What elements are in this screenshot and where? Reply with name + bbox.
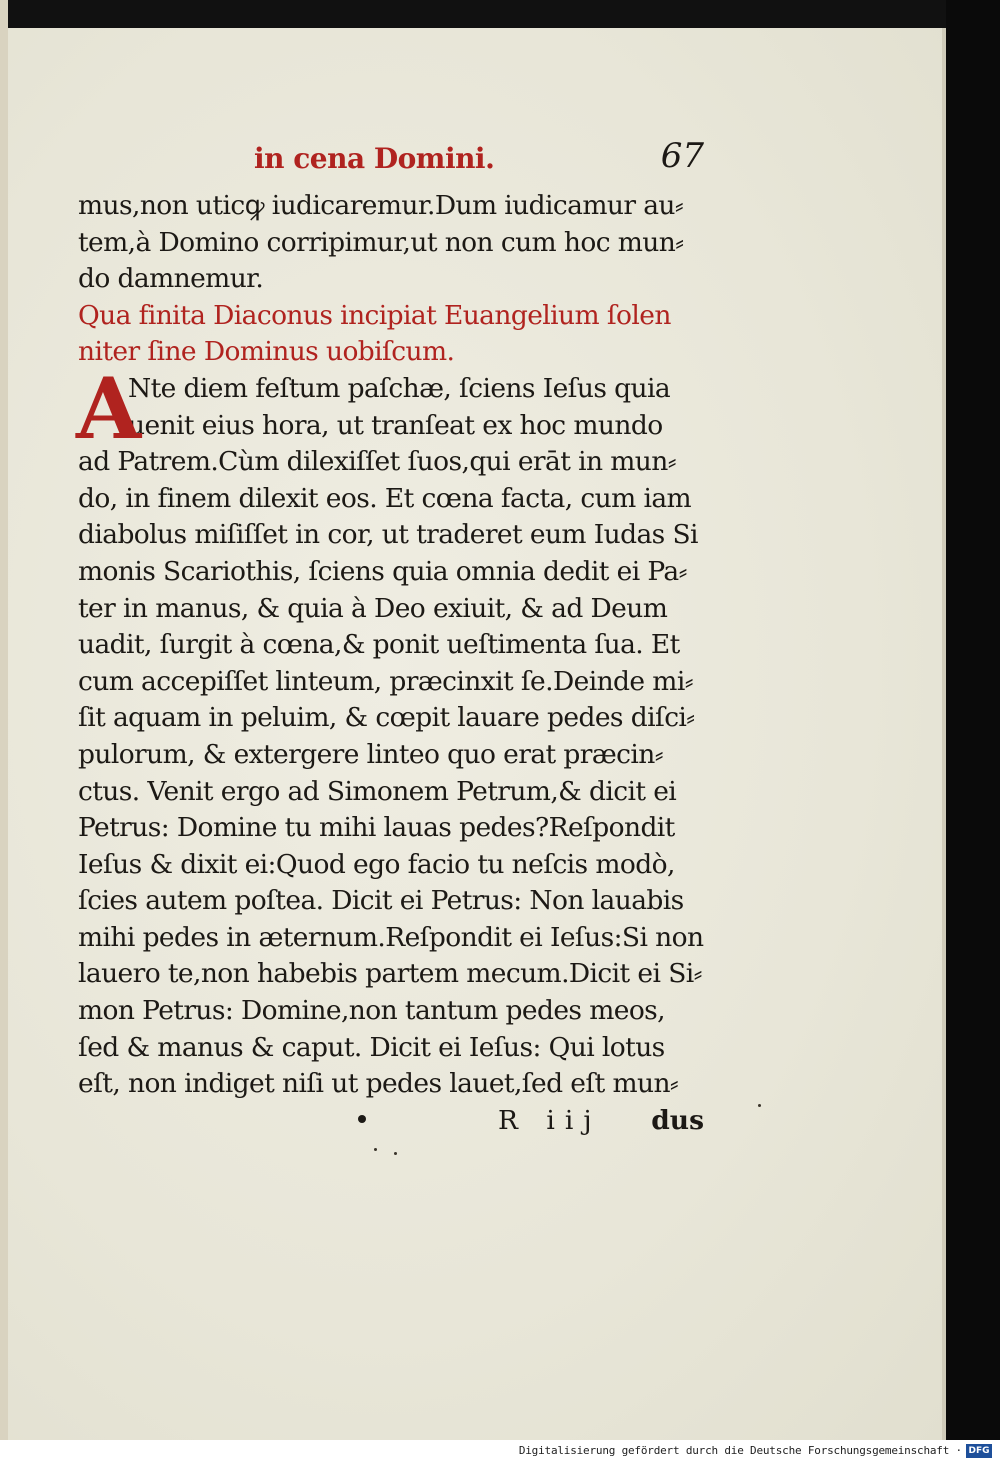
text-line: ad Patrem.Cùm dilexiſſet ſuos,qui erāt in mun⸗ xyxy=(78,446,676,478)
previous-page-edge xyxy=(0,0,8,1440)
dfg-logo: DFG xyxy=(966,1444,992,1458)
paper-speck xyxy=(374,1148,377,1151)
signature-mark: R iij xyxy=(498,1104,602,1136)
page-number: 67 xyxy=(660,136,704,176)
scan-right-border xyxy=(946,0,1000,1440)
text-line: mihi pedes in æternum.Reſpondit ei Ieſus:Si non xyxy=(78,921,704,953)
decorated-initial: A xyxy=(76,358,142,458)
book-page xyxy=(8,28,942,1440)
text-line: eſt, non indiget niſi ut pedes lauet,ſed eſt mun⸗ xyxy=(78,1068,679,1100)
text-line: ter in manus, & quia à Deo exiuit, & ad Deum xyxy=(78,592,668,624)
text-line: Ieſus & dixit ei:Quod ego facio tu neſcis modò, xyxy=(78,848,675,880)
text-line: diabolus miſiſſet in cor, ut traderet eum Iudas Si xyxy=(78,519,698,551)
funding-credit: Digitalisierung gefördert durch die Deutsche Forschungsgemeinschaft · xyxy=(518,1444,962,1457)
text-line: do damnemur. xyxy=(78,263,264,295)
scan-top-border xyxy=(8,0,946,28)
text-line: Petrus: Domine tu mihi lauas pedes?Reſpondit xyxy=(78,812,675,844)
text-block xyxy=(78,136,708,1145)
digitization-footer xyxy=(0,1440,1000,1462)
rubric-line: niter ſine Dominus uobiſcum. xyxy=(78,336,455,368)
text-line: pulorum, & extergere linteo quo erat præcin⸗ xyxy=(78,738,663,770)
text-line: cum accepiſſet linteum, præcinxit ſe.Deinde mi⸗ xyxy=(78,665,693,697)
text-line: uadit, ſurgit à cœna,& ponit ueſtimenta ſua. Et xyxy=(78,629,680,661)
text-line: ſed & manus & caput. Dicit ei Ieſus: Qui lotus xyxy=(78,1031,665,1063)
text-line: ſit aquam in peluim, & cœpit lauare pedes diſci⸗ xyxy=(78,702,695,734)
text-line: lauero te,non habebis partem mecum.Dicit ei Si⸗ xyxy=(78,958,702,990)
running-head xyxy=(78,136,708,188)
paper-speck xyxy=(758,1104,761,1107)
text-line: mus,non uticꝙ iudicaremur.Dum iudicamur au⸗ xyxy=(78,190,684,221)
text-line: tem,à Domino corripimur,ut non cum hoc mun⸗ xyxy=(78,226,684,258)
text-line: ctus. Venit ergo ad Simonem Petrum,& dicit ei xyxy=(78,775,677,807)
paper-speck xyxy=(394,1152,397,1155)
catchword: dus xyxy=(651,1104,704,1136)
text-line: monis Scariothis, ſciens quia omnia dedit ei Pa⸗ xyxy=(78,555,687,587)
text-line: do, in finem dilexit eos. Et cœna facta, cum iam xyxy=(78,482,692,514)
text-line: Nte diem feſtum paſchæ, ſciens Ieſus quia xyxy=(128,372,671,404)
text-line: ſcies autem poſtea. Dicit ei Petrus: Non lauabis xyxy=(78,885,684,917)
running-head-title: in cena Domini. xyxy=(254,142,495,175)
catchword-row xyxy=(78,1105,708,1145)
rubric-line: Qua finita Diaconus incipiat Euangelium ſolen xyxy=(78,299,671,331)
gospel-paragraph xyxy=(76,358,708,1103)
text-line: mon Petrus: Domine,non tantum pedes meos, xyxy=(78,995,666,1027)
ink-dot-mark xyxy=(358,1115,366,1123)
text-line: uenit eius hora, ut tranſeat ex hoc mundo xyxy=(128,409,663,441)
